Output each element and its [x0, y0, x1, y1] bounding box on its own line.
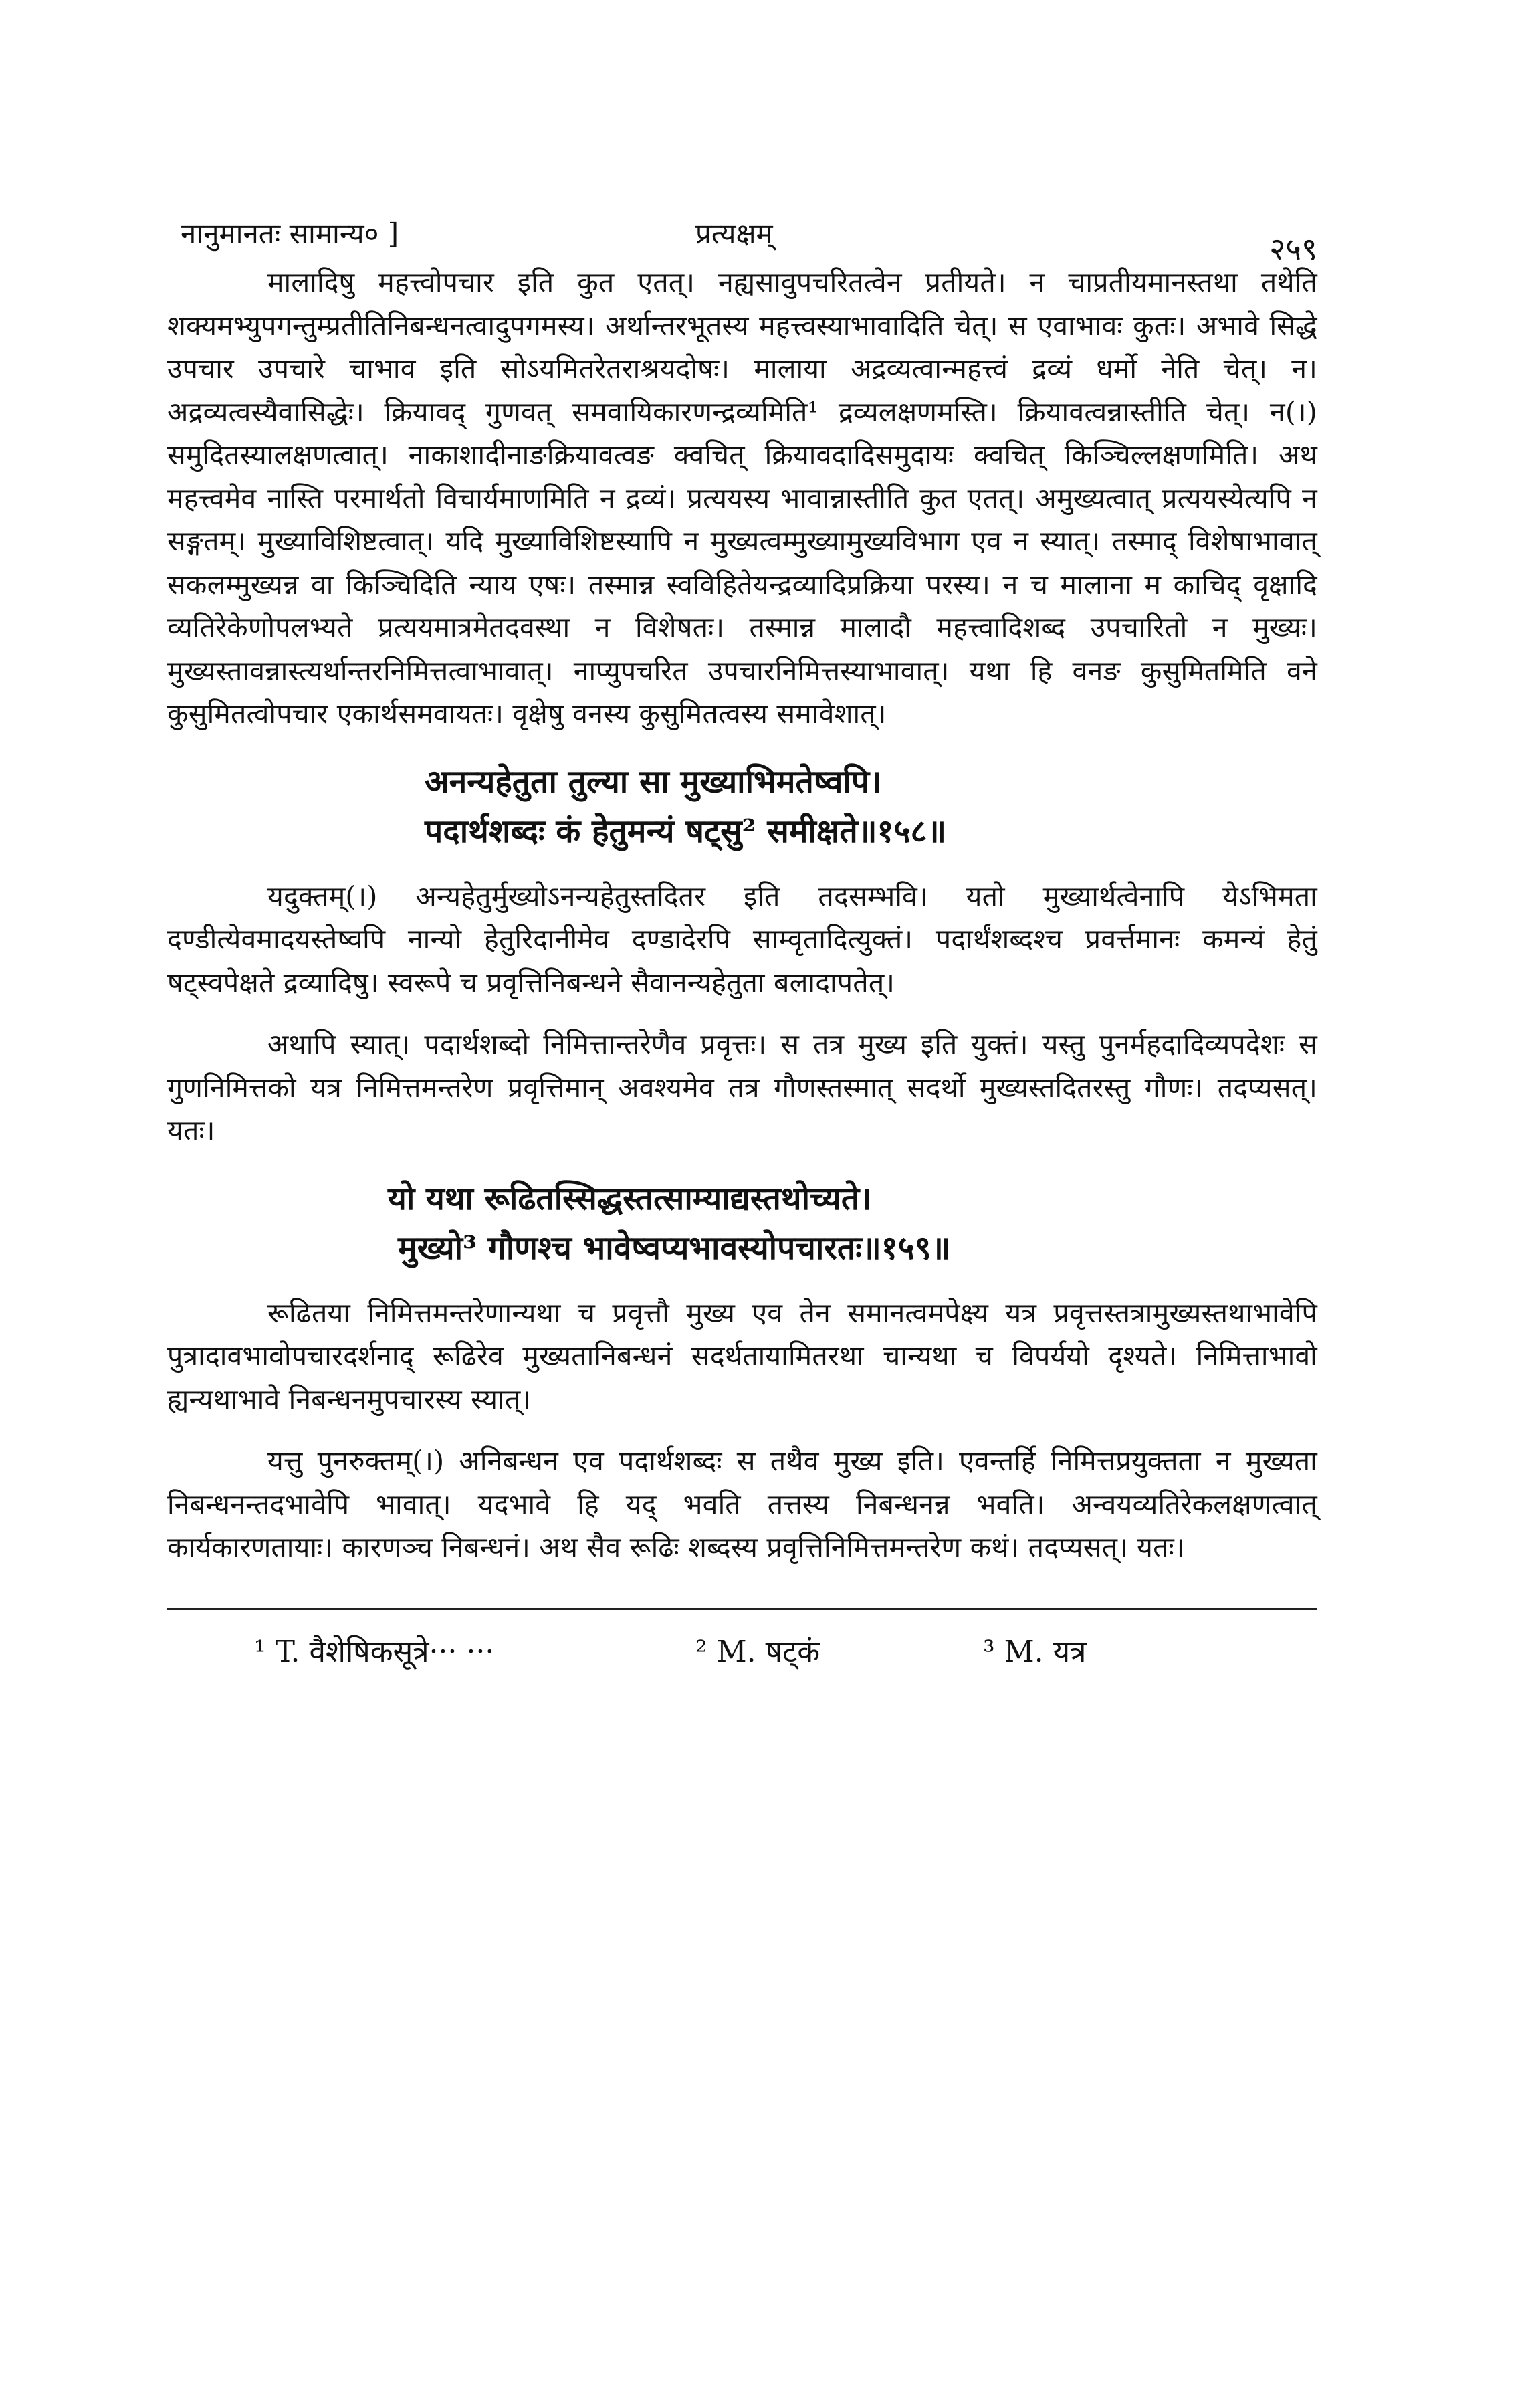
footnote: ² M. षट्कं	[695, 1634, 820, 1669]
footnote: ³ M. यत्र	[983, 1634, 1087, 1669]
commentary-paragraph: मालादिषु महत्त्वोपचार इति कुत एतत्। नह्यसावुपचरितत्वेन प्रतीयते। न चाप्रतीयमानस्तथा तथेति शक्यमभ्युपगन्तुम्प्रतीतिनिबन्धनत्वादुपगमस्य। अर्थान्तरभूतस्य महत्त्वस्याभावादिति चेत्। स एवाभावः कुतः। अभावे सिद्धे उपचार उपचारे चाभाव इति सोऽयमितरेतराश्रयदोषः। मालाया अद्रव्यत्वान्महत्त्वं द्रव्यं धर्मो नेति चेत्। न। अद्रव्यत्वस्यैवासिद्धेः। क्रियावद् गुणवत् समवायिकारणन्द्रव्यमिति¹ द्रव्यलक्षणमस्ति। क्रियावत्वन्नास्तीति चेत्। न(।) समुदितस्यालक्षणत्वात्। नाकाशादीनाङक्रियावत्वङ क्वचित् क्रियावदादिसमुदायः क्वचित् किञ्चिल्लक्षणमिति। अथ महत्त्वमेव नास्ति परमार्थतो विचार्यमाणमिति न द्रव्यं। प्रत्ययस्य भावान्नास्तीति कुत एतत्। अमुख्यत्वात् प्रत्ययस्येत्यपि न सङ्गतम्। मुख्याविशिष्टत्वात्। यदि मुख्याविशिष्टस्यापि न मुख्यत्वम्मुख्यामुख्यविभाग एव न स्यात्। तस्माद् विशेषाभावात् सकलम्मुख्यन्न वा किञ्चिदिति न्याय एषः। तस्मान्न स्वविहितेयन्द्रव्यादिप्रक्रिया परस्य। न च मालाना म काचिद् वृक्षादि व्यतिरेकेणोपलभ्यते प्रत्ययमात्रमेतदवस्था न विशेषतः। तस्मान्न मालादौ महत्त्वादिशब्द उपचारितो न मुख्यः। मुख्यस्तावन्नास्त्यर्थान्तरनिमित्तत्वाभावात्। नाप्युपचरित उपचारनिमित्तस्याभावात्। यथा हि वनङ कुसुमितमिति वने कुसुमितत्वोपचार एकार्थसमवायतः। वृक्षेषु वनस्य कुसुमितत्वस्य समावेशात्।	[167, 266, 1317, 730]
commentary-paragraph: रूढितया निमित्तमन्तरेणान्यथा च प्रवृत्तौ मुख्य एव तेन समानत्वमपेक्ष्य यत्र प्रवृत्तस्तत्रामुख्यस्तथाभावेपि पुत्रादावभावोपचारदर्शनाद् रूढिरेव मुख्यतानिबन्धनं सदर्थतायामितरथा चान्यथा च विपर्ययो दृश्यते। निमित्ताभावो ह्यन्यथाभावे निबन्धनमुपचारस्य स्यात्।	[167, 1296, 1317, 1415]
commentary-paragraph: अथापि स्यात्। पदार्थशब्दो निमित्तान्तरेणैव प्रवृत्तः। स तत्र मुख्य इति युक्तं। यस्तु पुनर्महदादिव्यपदेशः स गुणनिमित्तको यत्र निमित्तमन्तरेण प्रवृत्तिमान् अवश्यमेव तत्र गौणस्तस्मात् सदर्थो मुख्यस्तदितरस्तु गौणः। तदप्यसत्। यतः।	[167, 1028, 1318, 1146]
verse-line: यो यथा रूढितस्सिद्धस्तत्साम्याद्यस्तथोच्यते।	[388, 1179, 872, 1217]
footnote-divider	[167, 1608, 1317, 1610]
verse-158	[167, 757, 1317, 856]
verse-159	[167, 1174, 1317, 1273]
running-header	[167, 201, 1317, 267]
page-number: २५९	[1269, 231, 1317, 267]
header-section-title: नानुमानतः सामान्य० ]	[181, 217, 399, 250]
footnotes	[167, 1626, 1317, 1680]
page	[167, 201, 1317, 2341]
commentary-paragraph: यदुक्तम्(।) अन्यहेतुर्मुख्योऽनन्यहेतुस्तदितर इति तदसम्भवि। यतो मुख्यार्थत्वेनापि येऽभिमता दण्डीत्येवमादयस्तेष्वपि नान्यो हेतुरिदानीमेव दण्डादेरपि साम्वृतादित्युक्तं। पदार्थंशब्दश्च प्रवर्त्तमानः कमन्यं हेतुं षट्स्वपेक्षते द्रव्यादिषु। स्वरूपे च प्रवृत्तिनिबन्धने सैवानन्यहेतुता बलादापतेत्।	[167, 880, 1317, 999]
verse-line: अनन्यहेतुता तुल्या सा मुख्याभिमतेष्वपि।	[425, 763, 882, 801]
verse-line: पदार्थशब्दः कं हेतुमन्यं षट्सु² समीक्षते॥१५८॥	[425, 812, 947, 850]
commentary-paragraph: यत्तु पुनरुक्तम्(।) अनिबन्धन एव पदार्थशब्दः स तथैव मुख्य इति। एवन्तर्हि निमित्तप्रयुक्तता न मुख्यता निबन्धनन्तदभावेपि भावात्। यदभावे हि यद् भवति तत्तस्य निबन्धनन्न भवति। अन्वयव्यतिरेकलक्षणत्वात् कार्यकारणतायाः। कारणञ्च निबन्धनं। अथ सैव रूढिः शब्दस्य प्रवृत्तिनिमित्तमन्तरेण कथं। तदप्यसत्। यतः।	[167, 1445, 1317, 1563]
header-chapter-title: प्रत्यक्षम्	[695, 217, 773, 250]
verse-line: मुख्यो³ गौणश्च भावेष्वप्यभावस्योपचारतः॥१५९॥	[398, 1229, 951, 1267]
footnote: ¹ T. वैशेषिकसूत्रे··· ···	[254, 1634, 495, 1669]
